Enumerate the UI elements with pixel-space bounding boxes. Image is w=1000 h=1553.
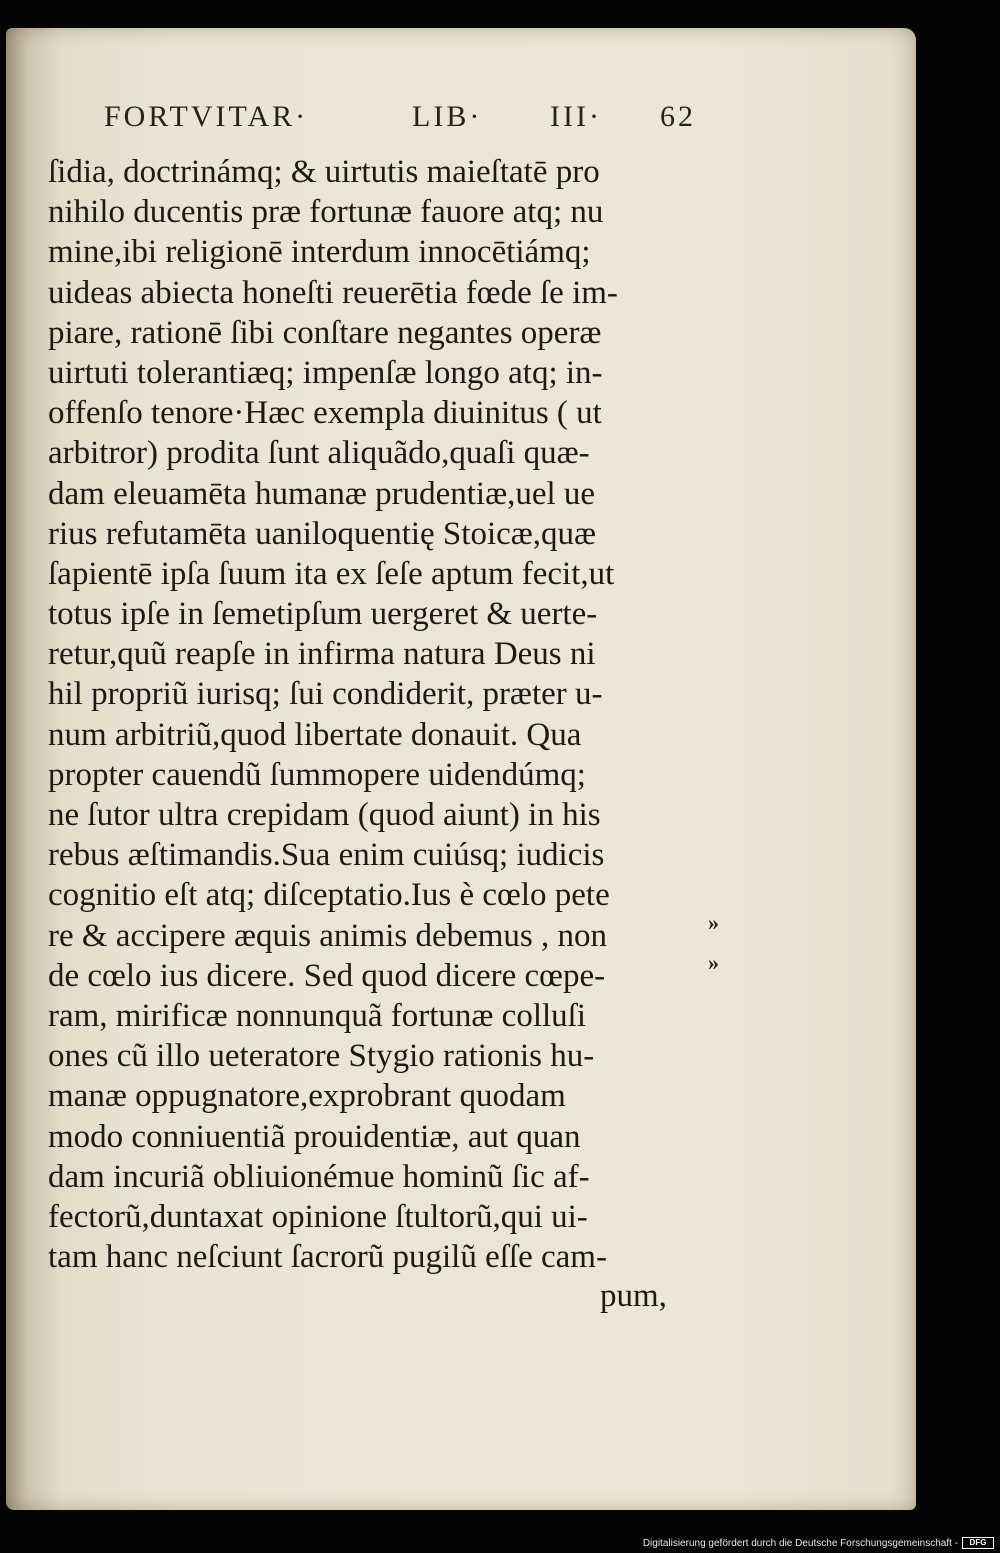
folio-number: 62 (660, 100, 696, 133)
text-line: uirtuti tolerantiæq; impenſæ longo atq; in- (48, 354, 603, 391)
text-line: ſidia, doctrinámq; & uirtutis maieſtatē pro (48, 154, 600, 190)
text-line: mine,ibi religionē interdum innocētiámq; (48, 234, 591, 271)
text-line: dam incuriã obliuionémue hominũ ſic af- (48, 1158, 590, 1195)
marginal-quote-mark: » (708, 910, 719, 935)
text-line: ſapientē ipſa ſuum ita ex ſeſe aptum fecit,ut (48, 555, 615, 592)
funding-credit: Digitalisierung gefördert durch die Deutsche Forschungsgemeinschaft - (642, 1538, 958, 1549)
text-line: totus ipſe in ſemetipſum uergeret & uerte- (48, 596, 598, 633)
text-line: dam eleuamēta humanæ prudentiæ,uel ue (48, 475, 596, 512)
text-line: modo conniuentiã prouidentiæ, aut quan (48, 1118, 581, 1155)
running-head-book-number: III· (550, 100, 602, 133)
dfg-logo: DFG (962, 1537, 994, 1549)
text-line: uideas abiecta honeſti reuerētia fœde ſe im- (48, 274, 618, 311)
text-line: rebus æſtimandis.Sua enim cuiúsq; iudicis (48, 837, 605, 874)
text-line: ne ſutor ultra crepidam (quod aiunt) in his (48, 797, 601, 833)
text-line: de cœlo ius dicere. Sed quod dicere cœpe- (48, 957, 606, 994)
body-text (48, 152, 708, 1277)
text-line: re & accipere æquis animis debemus , non (48, 917, 608, 954)
running-head-lib: LIB· (412, 100, 483, 133)
running-head (104, 100, 704, 134)
text-line: propter cauendũ ſummopere uidendúmq; (48, 756, 586, 793)
text-line: tam hanc neſciunt ſacrorũ pugilũ eſſe cam- (48, 1239, 607, 1276)
text-line: retur,quũ reapſe in infirma natura Deus ni (48, 636, 596, 673)
catchword: pum, (600, 1278, 667, 1314)
text-line: hil propriũ iurisq; ſui condiderit, præter u- (48, 676, 603, 713)
text-line: rius refutamēta uaniloquentię Stoicæ,quæ (48, 515, 597, 552)
text-line: fectorũ,duntaxat opinione ſtultorũ,qui ui- (48, 1198, 588, 1235)
text-line: ram, mirificæ nonnunquã fortunæ colluſi (48, 997, 586, 1034)
text-line: piare, rationē ſibi conſtare negantes operæ (48, 314, 602, 351)
text-line: cognitio eſt atq; diſceptatio.Ius è cœlo pete (48, 877, 610, 914)
text-line: ones cũ illo ueteratore Stygio rationis hu- (48, 1038, 595, 1075)
text-line: offenſo tenore·Hæc exempla diuinitus ( ut (48, 395, 602, 432)
text-line: manæ oppugnatore,exprobrant quodam (48, 1078, 566, 1115)
text-line: num arbitriũ,quod libertate donauit. Qua (48, 716, 582, 753)
running-head-title: FORTVITAR· (104, 100, 309, 133)
marginal-quote-mark: » (708, 950, 719, 975)
text-line: nihilo ducentis præ fortunæ fauore atq; nu (48, 194, 604, 231)
text-line: arbitror) prodita ſunt aliquãdo,quaſi quæ- (48, 435, 590, 472)
